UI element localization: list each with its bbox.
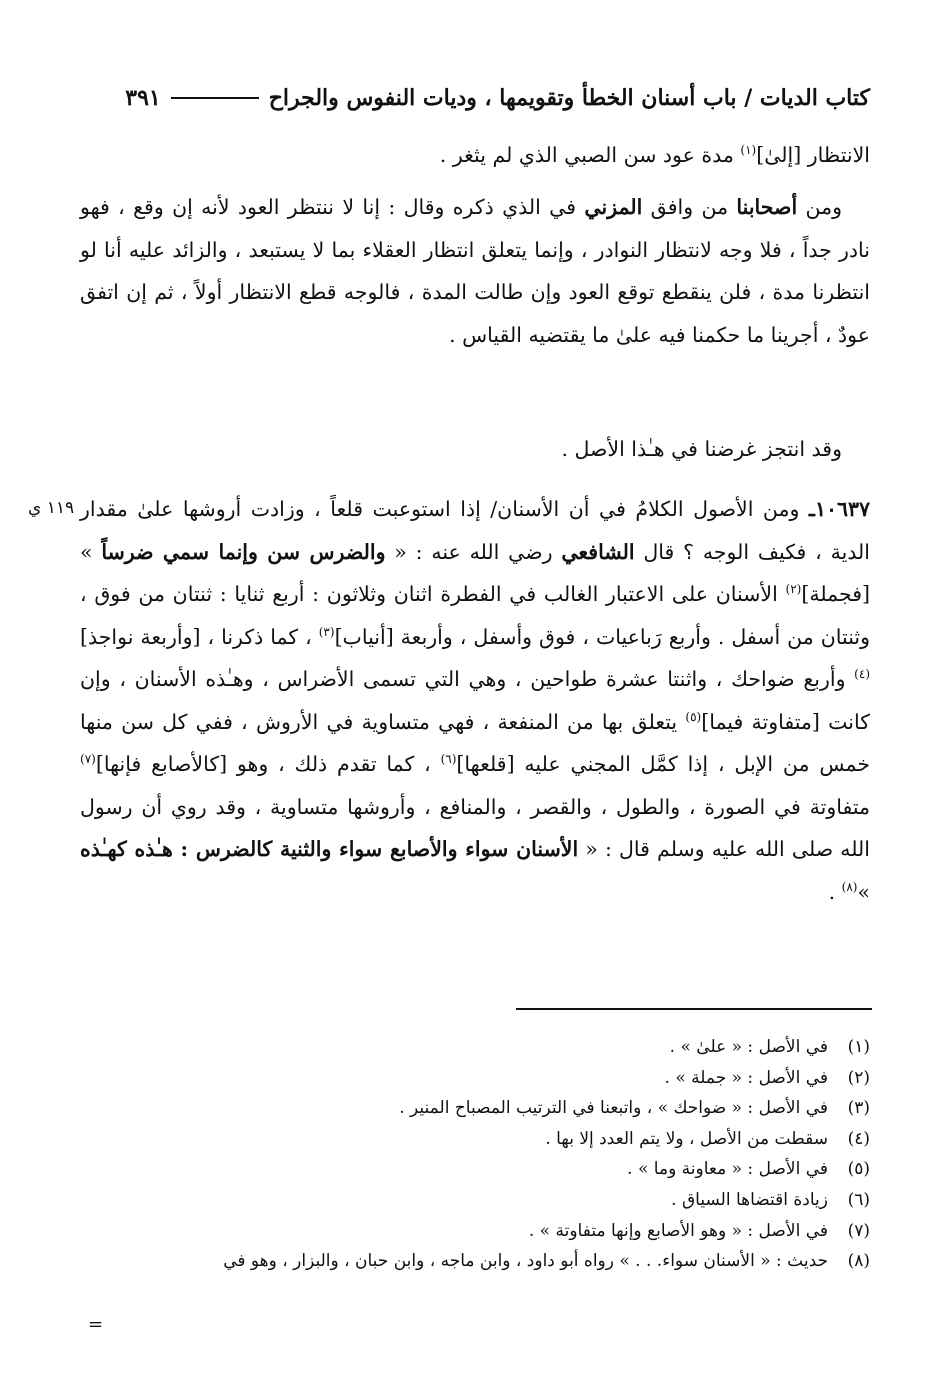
footnote-ref-4: (٤) (854, 667, 870, 682)
footnote-number: (٧) (847, 1220, 870, 1241)
footnote-number: (٥) (847, 1159, 870, 1180)
footnote-ref-5: (٥) (685, 709, 702, 724)
p2-bold-b: المزني (584, 195, 643, 219)
footnote-text: سقطت من الأصل ، ولا يتم العدد إلا بها . (545, 1128, 828, 1149)
p4-text-e: ، كما ذكرنا ، [وأربعة نواجذ] (80, 624, 319, 649)
footnote-item (80, 1216, 870, 1247)
paragraph-3 (80, 428, 870, 471)
footnote-number: (٦) (847, 1189, 870, 1210)
p4-text-a: ومن الأصول الكلامُ في أن الأسنان/ إذا استوعبت قلعاً ، وزادت أروشها علىٰ مقدار الدية ، فكيف الوجه ؟ قال (80, 497, 870, 564)
p1-text-b: مدة عود سن الصبي الذي لم يثغر . (439, 143, 741, 167)
p3-text: وقد انتجز غرضنا في هـٰذا الأصل . (561, 437, 842, 461)
paragraph-4 (80, 488, 870, 913)
page-number: ٣٩١ (125, 85, 161, 111)
footnote-number: (١) (847, 1037, 870, 1057)
header-rule (171, 97, 259, 99)
footnote-item (80, 1185, 870, 1216)
footnote-text: حديث : « الأسنان سواء. . . » رواه أبو داود ، وابن ماجه ، وابن حبان ، والبزار ، وهو في (223, 1251, 828, 1272)
footnote-item (80, 1124, 870, 1155)
footnote-item (80, 1032, 870, 1063)
footnote-text: في الأصل : « ضواحك » ، واتبعنا في الترتيب المصباح المنير . (399, 1098, 828, 1119)
p4-text-c: » [فجملة] (80, 539, 870, 606)
p2-text-c: في الذي ذكره وقال : إنا لا ننتظر العود لأنه إن وقع ، فهو نادر جداً ، فلا وجه لانتظار النوادر ، وإنما يتعلق انتظار العقلاء بما لا يستبعد ، والزائد عليه أنا لو انتظرنا مدة ، فلن ينقطع توقع العود وإن طالت المدة ، فالوجه قطع الانتظار أولاً ، ثم إن اتفق عودٌ ، أجرينا ما حكمنا فيه علىٰ ما يقتضيه القياس . (80, 195, 870, 347)
p4-text-h: ، كما تقدم ذلك ، وهو [كالأصابع فإنها] (95, 752, 441, 776)
paragraph-2 (80, 186, 870, 356)
p2-bold-a: أصحابنا (736, 195, 798, 219)
footnote-text: زيادة اقتضاها السياق . (671, 1189, 828, 1210)
footnote-ref-7: (٧) (80, 752, 96, 767)
p2-text-b: من وافق (642, 195, 737, 219)
footnote-separator (516, 1008, 872, 1010)
footnote-number: (٤) (847, 1128, 870, 1149)
footnote-number: (٢) (847, 1067, 870, 1088)
p4-text-d: الأسنان على الاعتبار الغالب في الفطرة اثنان وثلاثون : أربع ثنايا : ثنتان من فوق ، وثنتان من أسفل . وأربع رَباعيات ، فوق وأسفل ، وأربعة [أنياب] (80, 582, 870, 649)
header-title: كتاب الديات / باب أسنان الخطأ وتقويمها ، وديات النفوس والجراح (268, 85, 870, 111)
footnote-ref-2: (٢) (785, 582, 802, 597)
margin-note: ١١٩ ي (28, 498, 75, 518)
footnote-item (80, 1154, 870, 1185)
p4-bold-a: الشافعي (561, 539, 635, 564)
p4-text-g: يتعلق بها من المنفعة ، فهي متساوية في الأروش ، ففي كل سن منها خمس من الإبل ، إذا كمَّل المجني عليه [قلعها] (80, 709, 870, 776)
running-header (80, 80, 870, 116)
continuation-mark: = (88, 1314, 104, 1335)
footnotes (80, 1032, 870, 1277)
section-number: ١٠٦٣٧ـ (808, 497, 870, 521)
footnote-number: (٨) (847, 1251, 870, 1272)
footnote-text: في الأصل : « جملة » . (664, 1067, 828, 1088)
footnote-ref-1: (١) (740, 143, 757, 158)
p4-text-i: متفاوتة في الصورة ، والطول ، والقصر ، والمنافع ، وأروشها متساوية ، وقد روي أن رسول الله صلى الله عليه وسلم قال : « (80, 794, 870, 861)
p4-bold-b: والضرس سن وإنما سمي ضرساً (101, 539, 386, 564)
footnote-ref-3: (٣) (318, 624, 335, 639)
p4-text-f: وأربع ضواحك ، واثنتا عشرة طواحين ، وهي التي تسمى الأضراس ، وهـٰذه الأسنان ، وإن كانت [متفاوتة فيما] (80, 667, 870, 734)
footnote-ref-8: (٨) (841, 879, 858, 894)
footnote-text: في الأصل : « وهو الأصابع وإنها متفاوتة » . (528, 1220, 828, 1241)
footnote-ref-6: (٦) (440, 752, 457, 767)
footnote-item (80, 1063, 870, 1094)
p4-text-b: رضي الله عنه : « (385, 539, 562, 564)
footnote-number: (٣) (847, 1098, 870, 1119)
footnote-text: في الأصل : « معاونة وما » . (627, 1159, 828, 1180)
p4-text-k: . (828, 879, 842, 904)
footnote-item (80, 1093, 870, 1124)
p1-text-a: الانتظار [إلىٰ] (756, 143, 870, 167)
footnote-item (80, 1246, 870, 1277)
p4-text-j: » (857, 879, 870, 904)
p2-text-a: ومن (797, 195, 842, 219)
p4-bold-c: الأسنان سواء والأصابع سواء والثنية كالضرس : هـٰذه كهـٰذه (80, 837, 579, 861)
footnote-text: في الأصل : « علىٰ » . (669, 1037, 828, 1057)
paragraph-1 (80, 134, 870, 177)
